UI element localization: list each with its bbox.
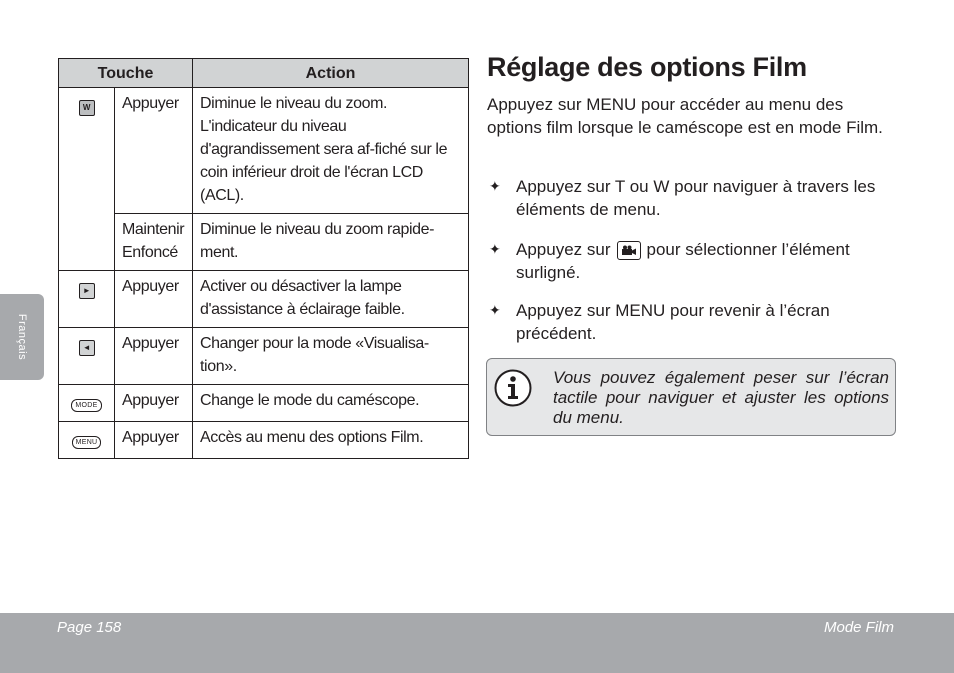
key-cell bbox=[59, 271, 115, 328]
action-cell: Activer ou désactiver la lampe d'assistance à éclairage faible. bbox=[193, 271, 469, 328]
bullet-text-before: Appuyez sur bbox=[516, 240, 611, 259]
key-cell bbox=[59, 385, 115, 422]
intro-paragraph: Appuyez sur MENU pour accéder au menu des options film lorsque le caméscope est en mode Film. bbox=[487, 95, 883, 137]
table-row bbox=[59, 88, 469, 214]
press-cell: Appuyer bbox=[115, 271, 193, 328]
footer-section-name: Mode Film bbox=[823, 619, 894, 636]
list-item bbox=[487, 175, 897, 221]
record-key-icon bbox=[617, 241, 641, 260]
bullet-text-after: pour sélectionner l’élément surligné. bbox=[516, 240, 850, 282]
list-item bbox=[487, 299, 897, 345]
table-row bbox=[59, 385, 469, 422]
key-cell bbox=[59, 328, 115, 385]
action-cell: Changer pour la mode «Visualisa-tion». bbox=[193, 328, 469, 385]
note-box bbox=[486, 358, 896, 436]
press-cell: Maintenir Enfoncé bbox=[115, 214, 193, 271]
table-row bbox=[59, 328, 469, 385]
footer-bar bbox=[0, 613, 954, 673]
info-icon bbox=[494, 369, 532, 407]
action-cell: Diminue le niveau du zoom. L'indicateur du niveau d'agrandissement sera af-fiché sur le coin inférieur droit de l'écran LCD (ACL). bbox=[193, 88, 469, 214]
section-title: Réglage des options Film bbox=[487, 52, 807, 82]
table-row bbox=[59, 214, 469, 271]
instruction-list bbox=[487, 175, 897, 345]
bullet-star-icon: ✦ bbox=[489, 178, 501, 194]
press-cell: Appuyer bbox=[115, 422, 193, 459]
w-key-icon: W bbox=[79, 100, 95, 116]
key-cell bbox=[59, 88, 115, 271]
page-number: Page 158 bbox=[57, 619, 122, 636]
key-action-table bbox=[58, 58, 469, 459]
press-cell: Appuyer bbox=[115, 328, 193, 385]
bullet-star-icon: ✦ bbox=[489, 241, 501, 257]
header-action: Action bbox=[193, 59, 469, 88]
bullet-text: Appuyez sur T ou W pour naviguer à travers les éléments de menu. bbox=[516, 177, 876, 219]
action-cell: Change le mode du caméscope. bbox=[193, 385, 469, 422]
side-tab-label: Français bbox=[16, 313, 28, 361]
action-cell: Diminue le niveau du zoom rapide-ment. bbox=[193, 214, 469, 271]
press-cell: Appuyer bbox=[115, 88, 193, 214]
side-language-tab bbox=[0, 294, 44, 380]
table-header-row bbox=[59, 59, 469, 88]
left-arrow-key-icon: ◄ bbox=[79, 340, 95, 356]
menu-key-icon: MENU bbox=[72, 436, 102, 449]
table-row bbox=[59, 271, 469, 328]
press-cell: Appuyer bbox=[115, 385, 193, 422]
list-item bbox=[487, 238, 897, 284]
mode-key-icon: MODE bbox=[71, 399, 101, 412]
header-touche: Touche bbox=[59, 59, 193, 88]
bullet-text: Appuyez sur MENU pour revenir à l’écran précédent. bbox=[516, 301, 830, 343]
bullet-star-icon: ✦ bbox=[489, 302, 501, 318]
right-arrow-key-icon: ► bbox=[79, 283, 95, 299]
note-text: Vous pouvez également peser sur l’écran tactile pour naviguer et ajuster les options du menu. bbox=[553, 368, 889, 427]
key-cell bbox=[59, 422, 115, 459]
table-row bbox=[59, 422, 469, 459]
action-cell: Accès au menu des options Film. bbox=[193, 422, 469, 459]
